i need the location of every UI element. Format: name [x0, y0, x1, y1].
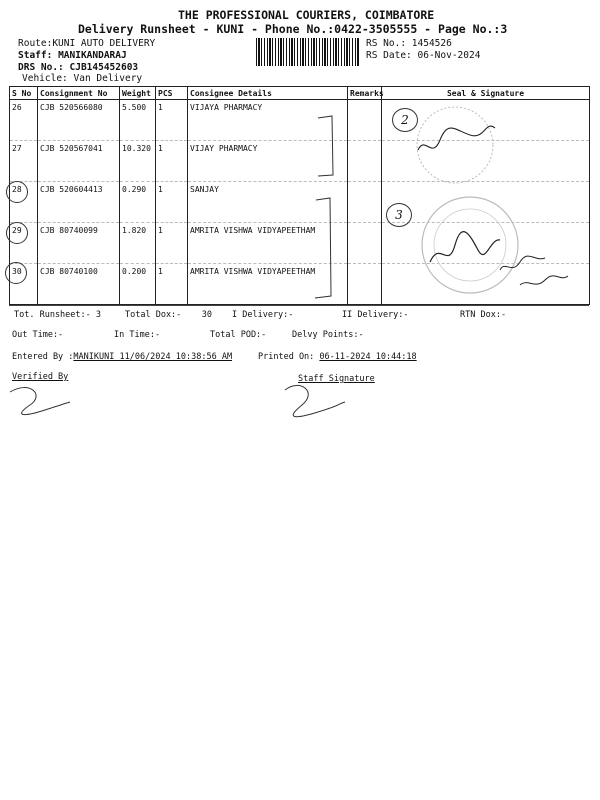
rs-no-label: RS No.:: [366, 38, 407, 49]
entered-by-label: Entered By :: [12, 352, 74, 362]
cell-consignee: SANJAY: [188, 182, 348, 223]
cell-consignee: AMRITA VISHWA VIDYAPEETHAM: [188, 223, 348, 264]
drs-label: DRS No.:: [18, 62, 64, 73]
out-time-label: Out Time:-: [12, 330, 64, 340]
verified-by-label: Verified By: [12, 372, 69, 382]
route-label: Route:: [18, 38, 53, 49]
circled-number-3-text: 3: [395, 208, 403, 222]
vehicle-label: Vehicle:: [22, 73, 68, 84]
col-remarks: Remarks: [348, 87, 382, 100]
cell-pcs: 1: [156, 100, 188, 141]
verified-signature: [10, 388, 70, 415]
col-consignee: Consignee Details: [188, 87, 348, 100]
cell-consignment: CJB 520604413: [38, 182, 120, 223]
printed-on-label: Printed On:: [258, 352, 315, 362]
col-weight: Weight: [120, 87, 156, 100]
runsheet-subtitle: Delivery Runsheet - KUNI - Phone No.:0422-3505555 - Page No.:3: [78, 22, 508, 36]
total-dox-label: Total Dox:-: [125, 310, 182, 320]
circled-number-2-text: 2: [401, 113, 409, 127]
cell-consignment: CJB 80740100: [38, 264, 120, 305]
total-dox-value: 30: [201, 310, 213, 320]
cell-consignee: AMRITA VISHWA VIDYAPEETHAM: [188, 264, 348, 305]
cell-consignment: CJB 520567041: [38, 141, 120, 182]
staff-signature: [285, 385, 345, 416]
company-title: THE PROFESSIONAL COURIERS, COIMBATORE: [178, 8, 435, 22]
cell-pcs: 1: [156, 264, 188, 305]
cell-consignee: VIJAY PHARMACY: [188, 141, 348, 182]
staff-value: MANIKANDARAJ: [58, 50, 127, 61]
cell-consignee: VIJAYA PHARMACY: [188, 100, 348, 141]
rs-date-label: RS Date:: [366, 50, 412, 61]
cell-weight: 10.320: [120, 141, 156, 182]
cell-consignment: CJB 80740099: [38, 223, 120, 264]
cell-sno: 26: [10, 100, 38, 141]
drs-value: CJB145452603: [69, 62, 139, 73]
entered-by-value: MANIKUNI 11/06/2024 10:38:56 AM: [73, 352, 233, 362]
cell-pcs: 1: [156, 182, 188, 223]
rs-no-value: 1454526: [411, 38, 452, 49]
cell-weight: 0.200: [120, 264, 156, 305]
cell-pcs: 1: [156, 223, 188, 264]
cell-weight: 0.290: [120, 182, 156, 223]
staff-label: Staff:: [18, 50, 53, 61]
rs-date-value: 06-Nov-2024: [417, 50, 481, 61]
tot-runsheet-label: Tot. Runsheet:-: [14, 310, 91, 320]
stamp-ring-1: [417, 107, 493, 183]
stamp-ring-2-inner: [434, 209, 506, 281]
cell-consignment: CJB 520566080: [38, 100, 120, 141]
ii-delivery-label: II Delivery:-: [342, 310, 409, 320]
cell-sno: 28: [10, 182, 38, 223]
printed-on-value: 06-11-2024 10:44:18: [319, 352, 417, 362]
cell-weight: 1.820: [120, 223, 156, 264]
col-sno: S No: [10, 87, 38, 100]
staff-signature-label: Staff Signature: [298, 374, 375, 384]
signature-scribble-2: [430, 232, 500, 262]
col-seal-signature: Seal & Signature: [382, 87, 590, 100]
cell-weight: 5.500: [120, 100, 156, 141]
signature-scribble-4: [520, 276, 568, 285]
signature-scribble-3: [500, 256, 545, 270]
cell-sno: 30: [10, 264, 38, 305]
i-delivery-label: I Delivery:-: [232, 310, 294, 320]
route-value: KUNI AUTO DELIVERY: [52, 38, 156, 49]
stamp-ring-2: [422, 197, 518, 293]
total-pod-label: Total POD:-: [210, 330, 267, 340]
col-consignment-no: Consignment No: [38, 87, 120, 100]
in-time-label: In Time:-: [114, 330, 161, 340]
tot-runsheet-value: 3: [95, 310, 102, 320]
signature-scribble-1: [418, 126, 495, 150]
col-pcs: PCS: [156, 87, 188, 100]
bracket-mark-2: [315, 198, 331, 298]
delvy-points-label: Delvy Points:-: [292, 330, 364, 340]
vehicle-value: Van Delivery: [73, 73, 143, 84]
rtn-dox-label: RTN Dox:-: [460, 310, 507, 320]
cell-pcs: 1: [156, 141, 188, 182]
cell-sno: 27: [10, 141, 38, 182]
bracket-mark-1: [318, 116, 333, 176]
cell-sno: 29: [10, 223, 38, 264]
